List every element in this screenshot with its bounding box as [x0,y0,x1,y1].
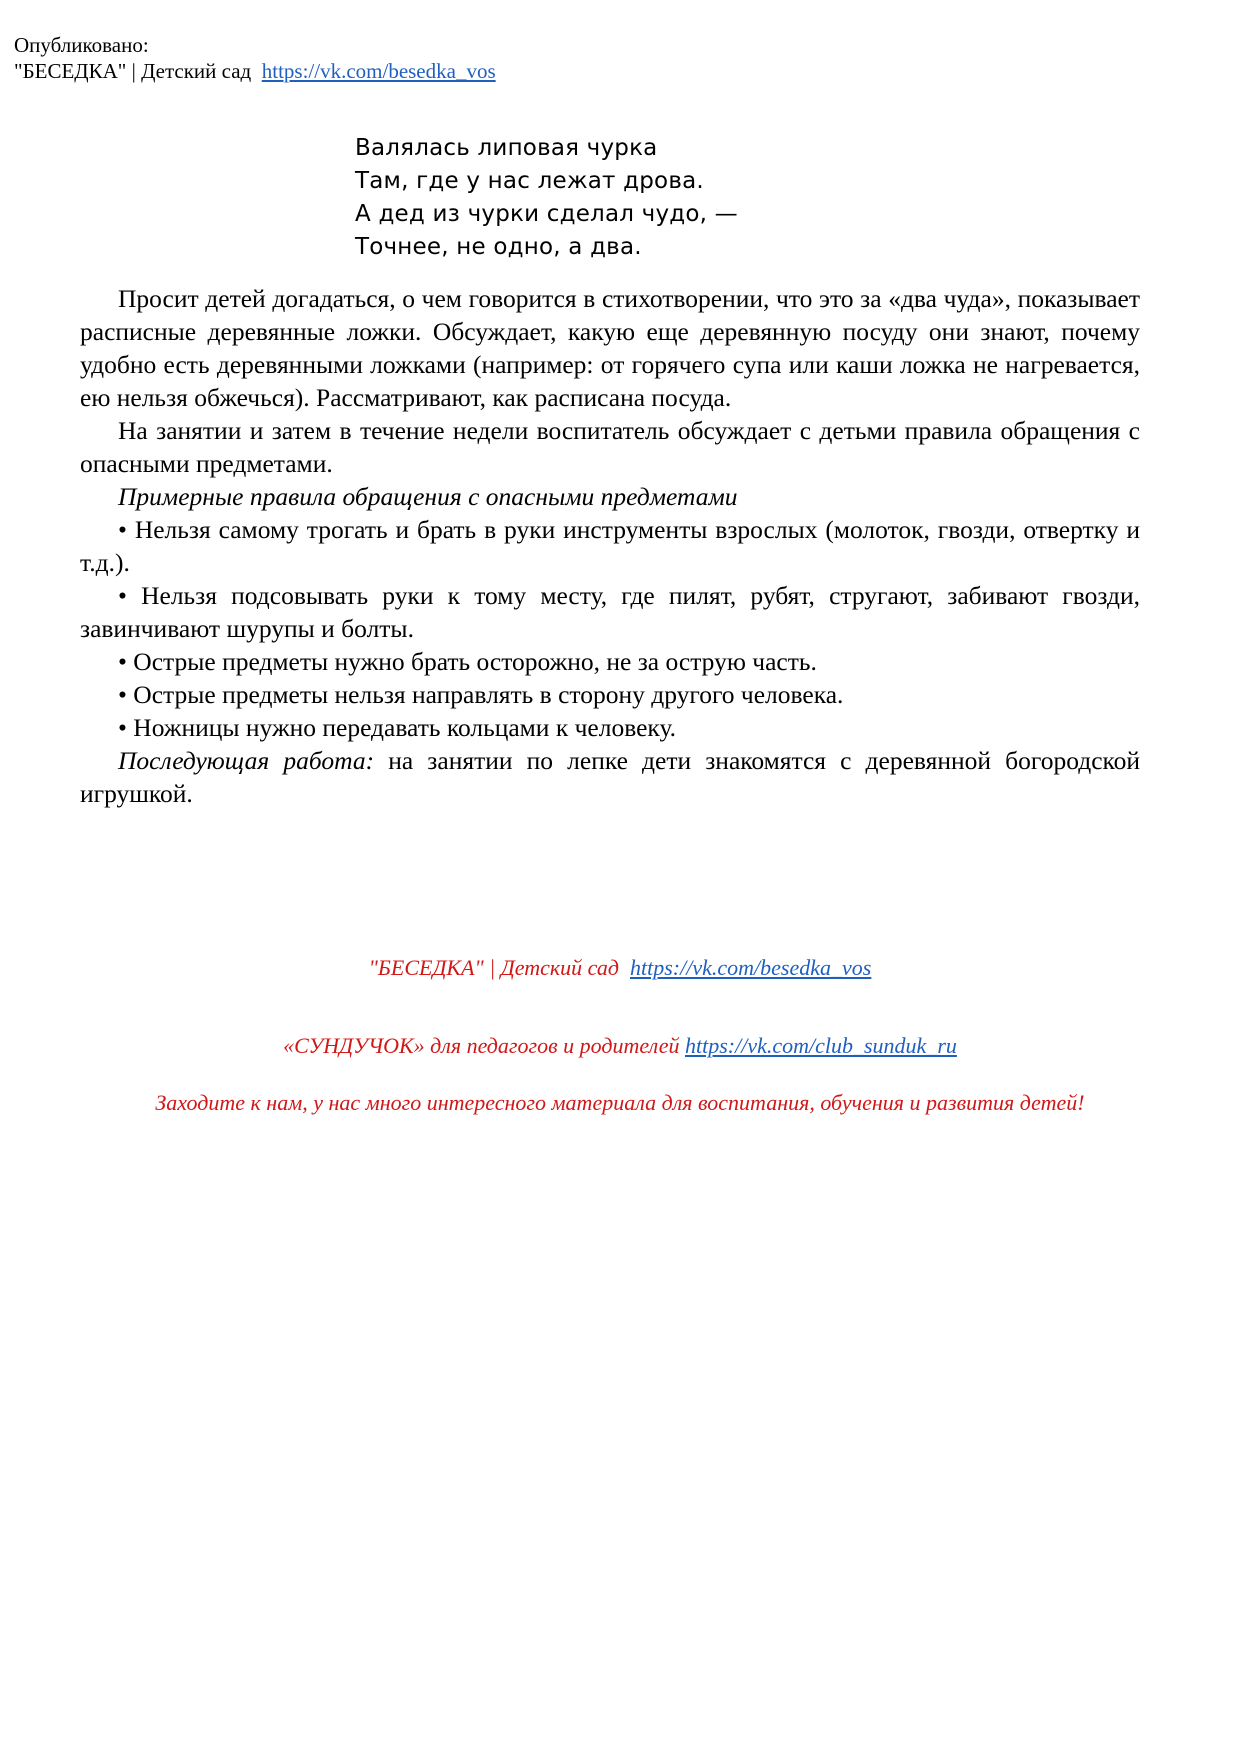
footer-besedka-link[interactable]: https://vk.com/besedka_vos [630,955,872,980]
followup-text: на занятии по лепке дети знакомятся с деревянной богородской игрушкой. [80,746,1140,808]
rule-item: • Нельзя самому трогать и брать в руки инструменты взрослых (молоток, гвозди, отвертку и т.д.). [80,515,1140,577]
footer-invitation: Заходите к нам, у нас много интересного материала для воспитания, обучения и развития детей! [155,1090,1085,1115]
poem-line: Точнее, не одно, а два. [355,234,642,260]
footer-sunduk-text: «СУНДУЧОК» для педагогов и родителей [283,1033,680,1058]
followup-label: Последующая работа: [118,746,375,775]
poem-line: Валялась липовая чурка [355,135,658,161]
rules-heading [80,480,1140,513]
paragraph-followup [80,744,1140,810]
header-group-link[interactable]: https://vk.com/besedka_vos [261,59,496,83]
main-text [80,282,1140,810]
paragraph-discussion: На занятии и затем в течение недели воспитатель обсуждает с детьми правила обращения с опасными предметами. [80,416,1140,478]
page-header [14,32,496,84]
paragraph-intro: Просит детей догадаться, о чем говорится в стихотворении, что это за «два чуда», показывает расписные деревянные ложки. Обсуждает, какую еще деревянную посуду они знают, почему удобно есть деревянными ложками (например: от горячего супа или каши ложка не нагревается, ею нельзя обжечься). Рассматривают, как расписана посуда. [80,284,1140,412]
footer-line-besedka [0,955,1240,981]
rule-item: • Острые предметы нельзя направлять в сторону другого человека. [118,680,844,709]
rule-item: • Ножницы нужно передавать кольцами к человеку. [118,713,677,742]
footer-sunduk-link[interactable]: https://vk.com/club_sunduk_ru [684,1033,957,1058]
footer-line-sunduk [0,1033,1240,1059]
footer-besedka-text: "БЕСЕДКА" | Детский сад [368,955,620,980]
poem-line: Там, где у нас лежат дрова. [355,168,704,194]
header-group-name: "БЕСЕДКА" | Детский сад [14,59,252,83]
poem [355,132,738,264]
published-label: Опубликовано: [14,33,149,57]
rules-heading-text: Примерные правила обращения с опасными предметами [118,482,738,511]
poem-line: А дед из чурки сделал чудо, — [355,201,738,227]
header-source-line [14,58,496,84]
rule-item: • Острые предметы нужно брать осторожно, не за острую часть. [118,647,817,676]
rule-item: • Нельзя подсовывать руки к тому месту, где пилят, рубят, стругают, забивают гвозди, завинчивают шурупы и болты. [80,581,1140,643]
